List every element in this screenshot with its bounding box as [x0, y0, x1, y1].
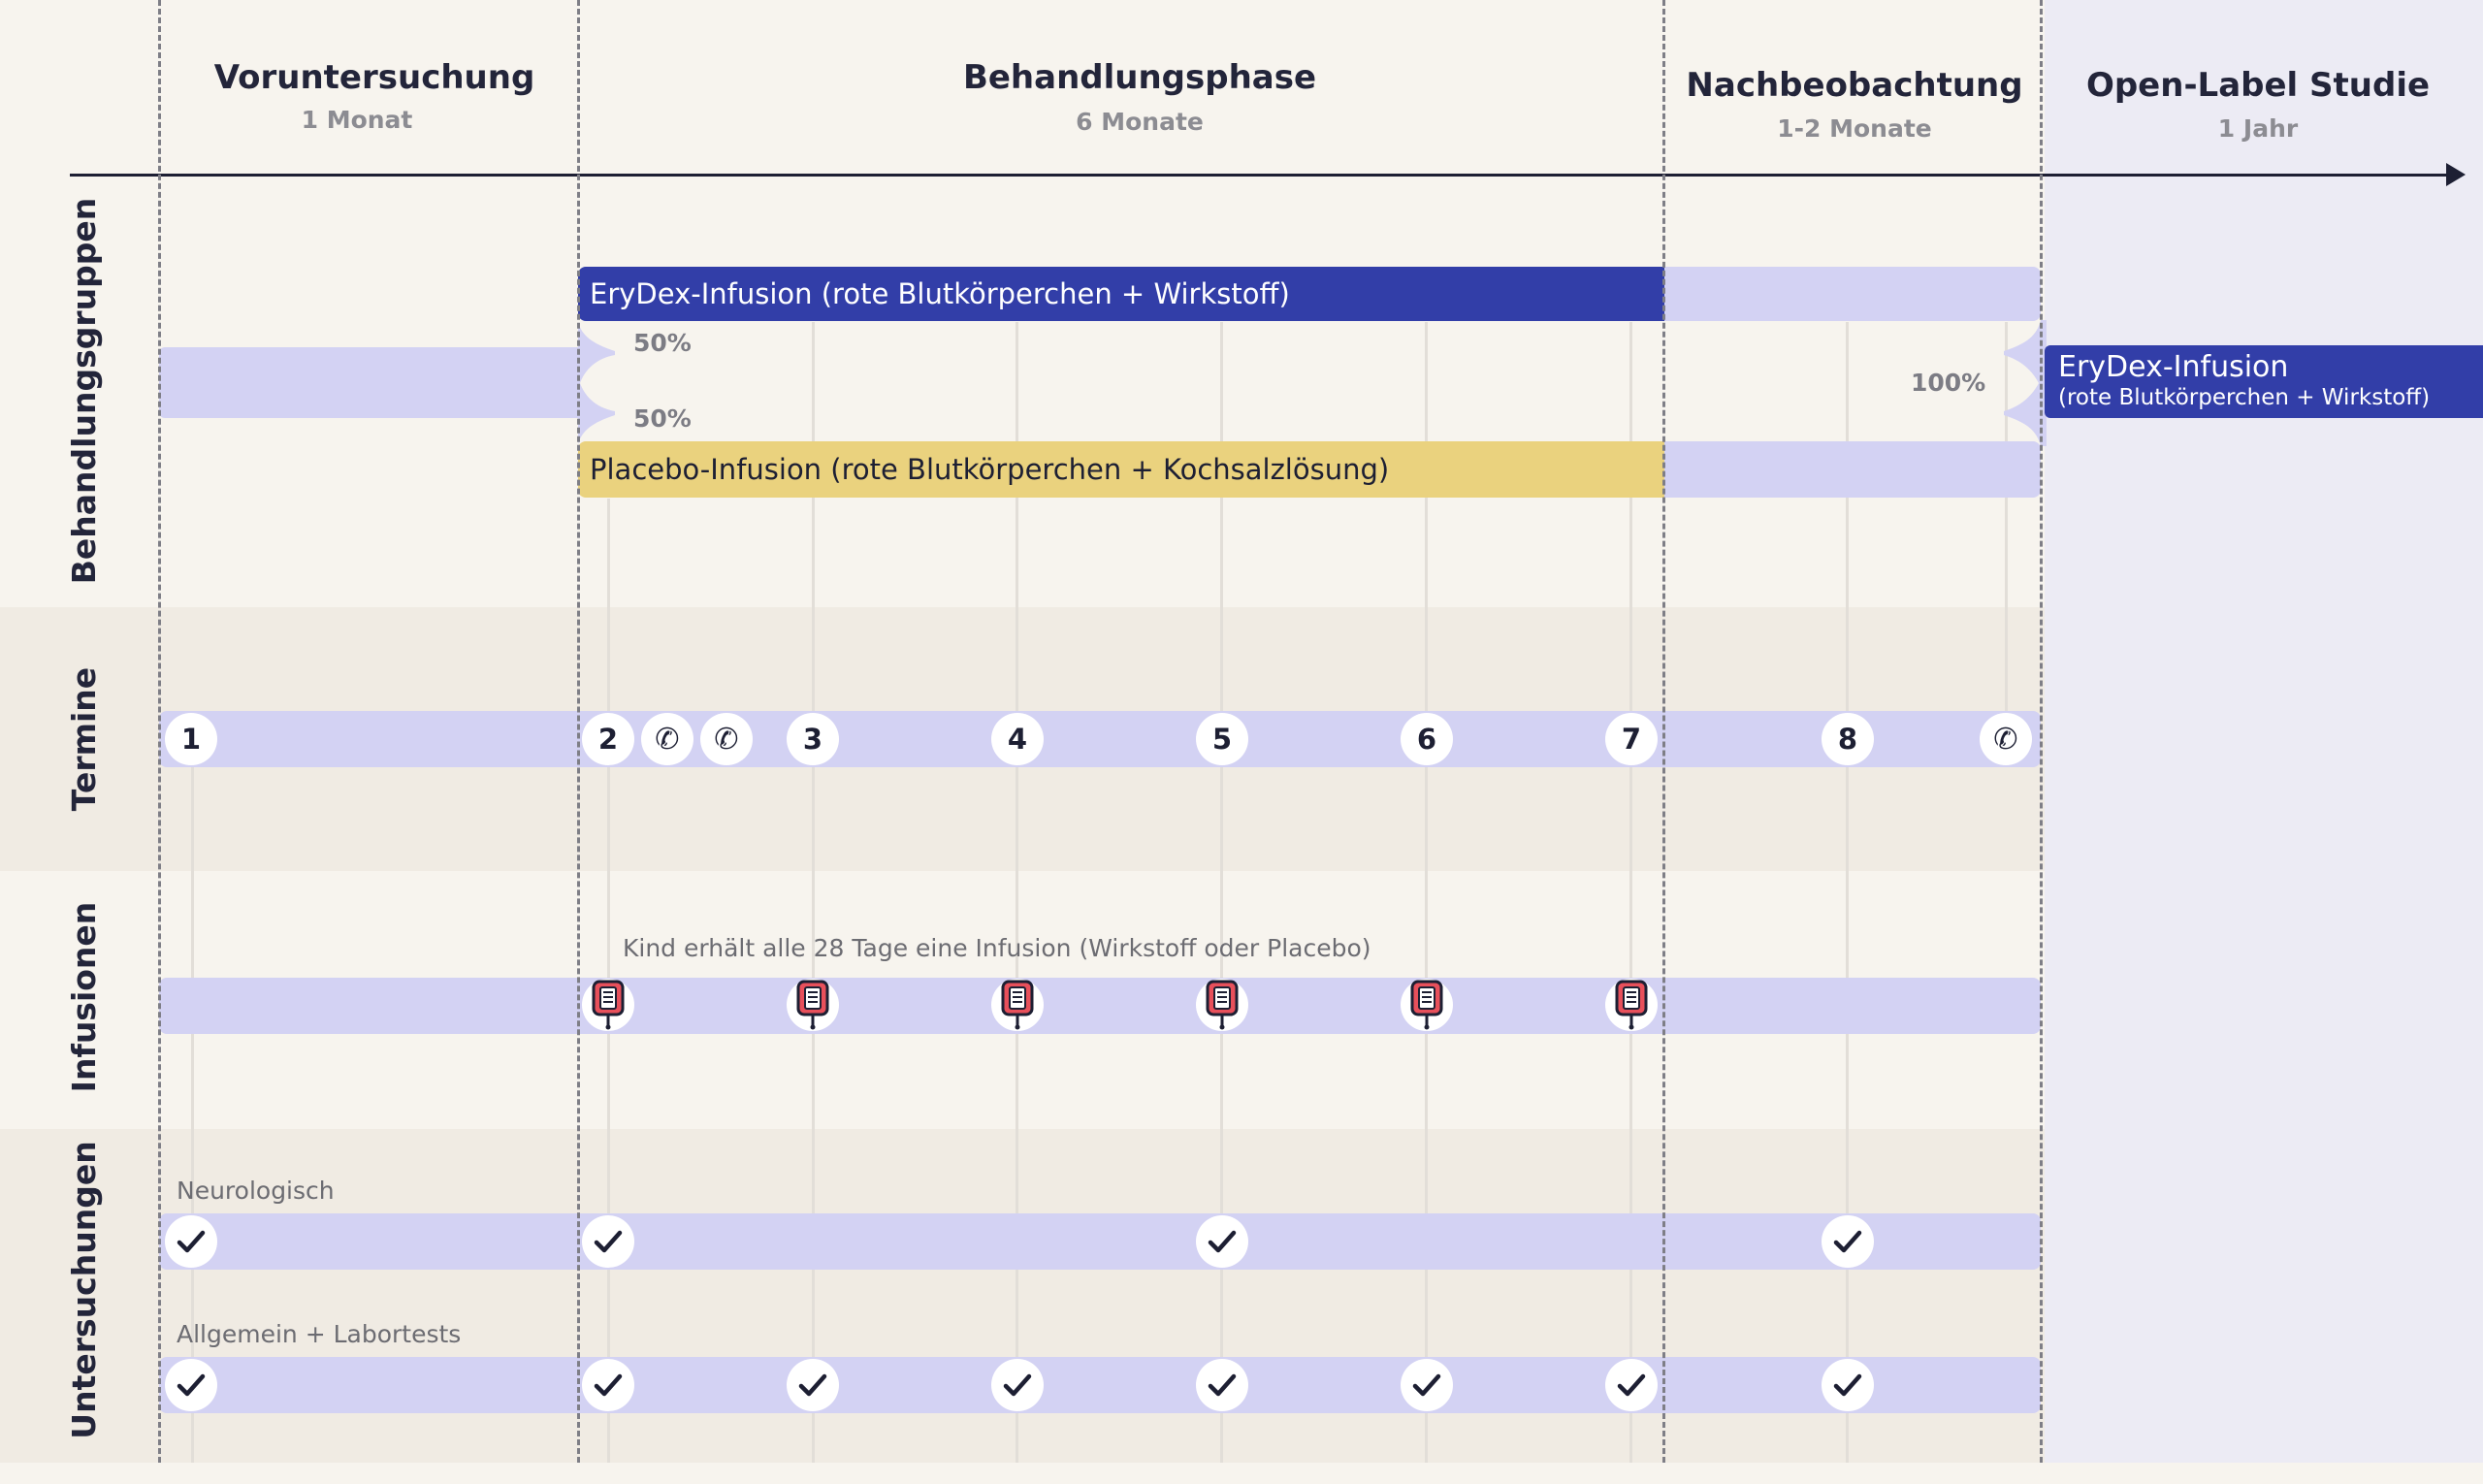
- neuro-exam-visit-2: [582, 1215, 634, 1268]
- time-axis-arrowhead: [2446, 163, 2466, 186]
- time-axis: [70, 174, 2452, 177]
- phase-boundary-followup: [1662, 0, 1665, 1463]
- appointment-number: 3: [802, 723, 823, 756]
- general-exam-visit-2: [582, 1359, 634, 1411]
- infusion-bag-icon: [997, 980, 1038, 1030]
- row-label-exams: Untersuchungen: [65, 1141, 103, 1439]
- appointment-number: 7: [1621, 723, 1642, 756]
- phase-boundary-start: [158, 0, 161, 1463]
- checkmark-icon: [1830, 1368, 1865, 1403]
- phase-duration-treatment: 6 Monate: [1076, 108, 1204, 136]
- infusion-bag-icon: [588, 980, 629, 1030]
- checkmark-icon: [1205, 1224, 1240, 1259]
- checkmark-icon: [591, 1224, 626, 1259]
- infusion-bag-icon: [1202, 980, 1242, 1030]
- checkmark-icon: [1000, 1368, 1035, 1403]
- phase-title-open-label: Open-Label Studie: [2085, 66, 2431, 105]
- appointments-track: [159, 711, 2041, 767]
- phone-icon: ✆: [655, 722, 680, 757]
- infusion-2: [787, 979, 839, 1031]
- infusions-track: [159, 978, 2041, 1034]
- general-lab-exam-track: [159, 1357, 2041, 1413]
- checkmark-icon: [795, 1368, 830, 1403]
- open-label-bar-subtitle: (rote Blutkörperchen + Wirkstoff): [2058, 385, 2431, 410]
- exam-label-neurological: Neurologisch: [177, 1177, 335, 1205]
- appointment-4: [991, 713, 1044, 765]
- appointment-6: [1401, 713, 1453, 765]
- infusion-1: [582, 979, 634, 1031]
- phone-call-3: [1980, 713, 2032, 765]
- followup-placebo-track: [1664, 441, 2041, 498]
- erydex-group-bar: EryDex-Infusion (rote Blutkörperchen + Wirkstoff): [578, 267, 1664, 321]
- open-label-merge-brace: [1983, 320, 2047, 446]
- neuro-exam-visit-8: [1822, 1215, 1874, 1268]
- infusion-bag-icon: [1406, 980, 1447, 1030]
- infusion-6: [1605, 979, 1658, 1031]
- checkmark-icon: [174, 1224, 209, 1259]
- open-label-bar-title: EryDex-Infusion: [2058, 350, 2289, 384]
- appointment-number: 2: [597, 723, 619, 756]
- phone-call-2: [700, 713, 753, 765]
- split-percent-placebo: 50%: [633, 404, 692, 433]
- appointment-number: 4: [1007, 723, 1028, 756]
- neurological-exam-track: [159, 1213, 2041, 1270]
- phone-call-1: [641, 713, 693, 765]
- phase-duration-screening: 1 Monat: [301, 106, 413, 134]
- general-exam-visit-4: [991, 1359, 1044, 1411]
- phase-title-screening: Voruntersuchung: [213, 58, 535, 97]
- phone-icon: ✆: [714, 722, 739, 757]
- infusion-5: [1401, 979, 1453, 1031]
- general-exam-visit-7: [1605, 1359, 1658, 1411]
- appointment-number: 1: [180, 723, 202, 756]
- appointment-7: [1605, 713, 1658, 765]
- general-exam-visit-8: [1822, 1359, 1874, 1411]
- infusion-4: [1196, 979, 1248, 1031]
- phase-title-treatment: Behandlungsphase: [962, 58, 1317, 97]
- infusion-3: [991, 979, 1044, 1031]
- placebo-group-bar: Placebo-Infusion (rote Blutkörperchen + Kochsalzlösung): [578, 441, 1664, 498]
- phase-boundary-open-label: [2040, 0, 2043, 1463]
- general-exam-visit-6: [1401, 1359, 1453, 1411]
- neuro-exam-visit-5: [1196, 1215, 1248, 1268]
- checkmark-icon: [1205, 1368, 1240, 1403]
- appointment-number: 8: [1837, 723, 1858, 756]
- row-label-appointments: Termine: [65, 666, 103, 812]
- phase-title-followup: Nachbeobachtung: [1686, 66, 2023, 105]
- checkmark-icon: [174, 1368, 209, 1403]
- checkmark-icon: [591, 1368, 626, 1403]
- infusion-bag-icon: [1611, 980, 1652, 1030]
- general-exam-visit-3: [787, 1359, 839, 1411]
- followup-erydex-track: [1664, 267, 2041, 321]
- row-label-infusions: Infusionen: [65, 901, 103, 1093]
- general-exam-visit-5: [1196, 1359, 1248, 1411]
- appointment-5: [1196, 713, 1248, 765]
- neuro-exam-visit-1: [165, 1215, 217, 1268]
- checkmark-icon: [1830, 1224, 1865, 1259]
- appointment-3: [787, 713, 839, 765]
- screening-group-track: [159, 347, 580, 418]
- checkmark-icon: [1614, 1368, 1649, 1403]
- row-label-groups: Behandlungsgruppen: [65, 197, 103, 585]
- open-label-background: [2045, 0, 2483, 1463]
- appointment-number: 6: [1416, 723, 1437, 756]
- guide-visit-1: [191, 737, 194, 1463]
- phone-icon: ✆: [1993, 722, 2018, 757]
- exam-label-general-lab: Allgemein + Labortests: [177, 1320, 462, 1348]
- appointment-2: [582, 713, 634, 765]
- infusion-note: Kind erhält alle 28 Tage eine Infusion (Wirkstoff oder Placebo): [623, 934, 1371, 962]
- appointment-8: [1822, 713, 1874, 765]
- split-percent-erydex: 50%: [633, 329, 692, 357]
- checkmark-icon: [1409, 1368, 1444, 1403]
- appointment-number: 5: [1211, 723, 1233, 756]
- infusion-bag-icon: [792, 980, 833, 1030]
- phase-duration-open-label: 1 Jahr: [2217, 114, 2299, 143]
- open-label-percent: 100%: [1911, 369, 1986, 397]
- general-exam-visit-1: [165, 1359, 217, 1411]
- phase-duration-followup: 1-2 Monate: [1777, 114, 1932, 143]
- open-label-erydex-bar: [2045, 345, 2483, 418]
- phase-boundary-treatment: [577, 0, 580, 1463]
- appointment-1: [165, 713, 217, 765]
